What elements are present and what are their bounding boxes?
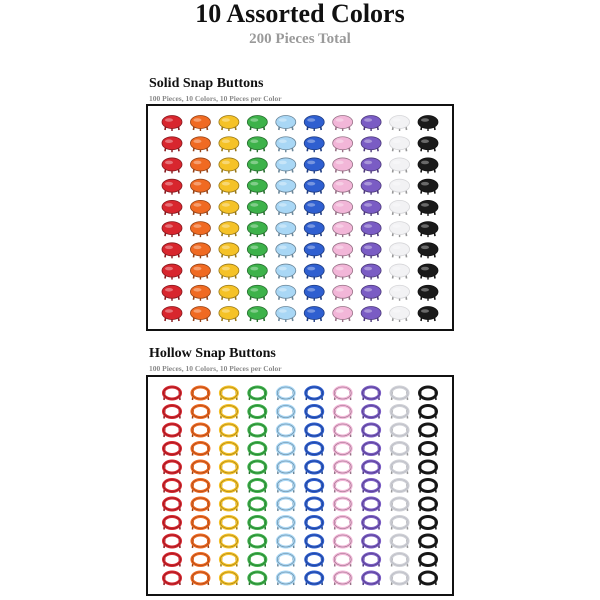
solid-buttons-grid — [148, 106, 452, 329]
snap-button — [420, 480, 437, 493]
snap-button — [306, 498, 323, 511]
snap-button — [334, 554, 351, 567]
snap-button — [363, 406, 380, 419]
snap-button — [247, 243, 267, 258]
snap-button — [334, 406, 351, 419]
snap-button — [418, 285, 438, 301]
snap-button — [390, 243, 410, 258]
snap-button — [391, 387, 408, 400]
page-subtitle: 200 Pieces Total — [249, 31, 351, 47]
hollow-section-caption: 100 Pieces, 10 Colors, 10 Pieces per Color — [149, 364, 282, 373]
snap-button — [361, 222, 381, 238]
snap-button — [333, 137, 353, 153]
snap-button — [334, 517, 351, 530]
snap-button — [391, 461, 408, 474]
snap-button — [276, 307, 296, 323]
snap-button — [219, 222, 239, 238]
snap-button — [304, 264, 324, 280]
snap-button — [420, 517, 437, 530]
snap-button — [306, 535, 323, 548]
snap-button — [418, 200, 438, 216]
snap-button — [192, 424, 209, 437]
snap-button — [277, 387, 294, 400]
snap-button — [219, 179, 239, 195]
snap-button — [277, 480, 294, 493]
snap-button — [249, 406, 266, 419]
snap-button — [306, 406, 323, 419]
snap-button — [363, 517, 380, 530]
snap-button — [277, 517, 294, 530]
snap-button — [192, 554, 209, 567]
snap-button — [247, 137, 267, 153]
snap-button — [192, 387, 209, 400]
snap-button — [162, 116, 182, 132]
snap-button — [391, 572, 408, 585]
snap-button — [276, 285, 296, 301]
snap-button — [391, 498, 408, 511]
snap-button — [391, 406, 408, 419]
snap-button — [249, 517, 266, 530]
snap-button — [306, 517, 323, 530]
snap-button — [220, 572, 237, 585]
snap-button — [162, 179, 182, 195]
snap-button — [249, 387, 266, 400]
snap-button — [276, 179, 296, 195]
snap-button — [249, 480, 266, 493]
snap-button — [333, 285, 353, 301]
snap-button — [190, 285, 210, 301]
snap-button — [361, 137, 381, 153]
snap-button — [334, 461, 351, 474]
snap-button — [418, 137, 438, 153]
snap-button — [418, 222, 438, 238]
snap-button — [164, 443, 181, 456]
snap-button — [249, 461, 266, 474]
snap-button — [420, 535, 437, 548]
snap-button — [306, 443, 323, 456]
snap-button — [192, 498, 209, 511]
snap-button — [247, 158, 267, 174]
snap-button — [304, 307, 324, 323]
snap-button — [361, 243, 381, 258]
snap-button — [333, 179, 353, 195]
snap-button — [418, 264, 438, 280]
snap-button — [192, 517, 209, 530]
snap-button — [418, 307, 438, 323]
snap-button — [363, 554, 380, 567]
snap-button — [220, 535, 237, 548]
snap-button — [162, 264, 182, 280]
snap-button — [420, 387, 437, 400]
snap-button — [334, 443, 351, 456]
snap-button — [390, 200, 410, 216]
snap-button — [390, 307, 410, 323]
snap-button — [276, 243, 296, 258]
snap-button — [390, 285, 410, 301]
snap-button — [190, 179, 210, 195]
snap-button — [304, 285, 324, 301]
snap-button — [247, 307, 267, 323]
snap-button — [219, 243, 239, 258]
snap-button — [304, 116, 324, 132]
snap-button — [361, 285, 381, 301]
snap-button — [162, 200, 182, 216]
snap-button — [333, 222, 353, 238]
snap-button — [247, 264, 267, 280]
hollow-buttons-panel — [146, 375, 454, 596]
snap-button — [363, 443, 380, 456]
snap-button — [276, 137, 296, 153]
snap-button — [333, 158, 353, 174]
snap-button — [192, 406, 209, 419]
snap-button — [390, 137, 410, 153]
snap-button — [162, 243, 182, 258]
snap-button — [190, 264, 210, 280]
snap-button — [390, 264, 410, 280]
snap-button — [306, 424, 323, 437]
snap-button — [333, 307, 353, 323]
snap-button — [304, 137, 324, 153]
snap-button — [247, 179, 267, 195]
snap-button — [247, 222, 267, 238]
snap-button — [420, 554, 437, 567]
snap-button — [306, 572, 323, 585]
snap-button — [220, 387, 237, 400]
snap-button — [276, 158, 296, 174]
snap-button — [247, 116, 267, 132]
snap-button — [420, 461, 437, 474]
snap-button — [361, 200, 381, 216]
snap-button — [220, 461, 237, 474]
snap-button — [304, 179, 324, 195]
snap-button — [333, 264, 353, 280]
snap-button — [164, 572, 181, 585]
snap-button — [420, 498, 437, 511]
snap-button — [164, 517, 181, 530]
snap-button — [363, 535, 380, 548]
snap-button — [420, 424, 437, 437]
snap-button — [420, 443, 437, 456]
solid-section-caption: 100 Pieces, 10 Colors, 10 Pieces per Color — [149, 94, 282, 103]
snap-button — [219, 285, 239, 301]
snap-button — [162, 137, 182, 153]
snap-button — [361, 179, 381, 195]
hollow-section-heading: Hollow Snap Buttons — [149, 346, 276, 361]
snap-button — [219, 158, 239, 174]
snap-button — [277, 498, 294, 511]
snap-button — [219, 200, 239, 216]
snap-button — [249, 424, 266, 437]
snap-button — [334, 535, 351, 548]
snap-button — [420, 406, 437, 419]
snap-button — [220, 517, 237, 530]
snap-button — [418, 179, 438, 195]
snap-button — [190, 116, 210, 132]
snap-button — [249, 498, 266, 511]
snap-button — [363, 480, 380, 493]
snap-button — [220, 443, 237, 456]
snap-button — [304, 200, 324, 216]
snap-button — [219, 116, 239, 132]
snap-button — [277, 443, 294, 456]
snap-button — [277, 554, 294, 567]
snap-button — [418, 116, 438, 132]
snap-button — [418, 243, 438, 258]
snap-button — [164, 554, 181, 567]
snap-button — [219, 264, 239, 280]
solid-buttons-panel — [146, 104, 454, 331]
snap-button — [361, 116, 381, 132]
snap-button — [391, 535, 408, 548]
snap-button — [190, 158, 210, 174]
snap-button — [304, 243, 324, 258]
snap-button — [277, 424, 294, 437]
snap-button — [391, 517, 408, 530]
snap-button — [164, 387, 181, 400]
snap-button — [277, 406, 294, 419]
snap-button — [390, 222, 410, 238]
snap-button — [190, 243, 210, 258]
snap-button — [190, 222, 210, 238]
snap-button — [219, 137, 239, 153]
snap-button — [361, 264, 381, 280]
snap-button — [390, 179, 410, 195]
snap-button — [162, 158, 182, 174]
snap-button — [164, 480, 181, 493]
snap-button — [333, 116, 353, 132]
snap-button — [418, 158, 438, 174]
snap-button — [363, 572, 380, 585]
snap-button — [304, 158, 324, 174]
snap-button — [164, 498, 181, 511]
snap-button — [247, 200, 267, 216]
snap-button — [190, 200, 210, 216]
snap-button — [162, 285, 182, 301]
snap-button — [306, 480, 323, 493]
snap-button — [306, 554, 323, 567]
snap-button — [164, 535, 181, 548]
solid-section-heading: Solid Snap Buttons — [149, 76, 264, 91]
snap-button — [306, 387, 323, 400]
snap-button — [306, 461, 323, 474]
snap-button — [334, 498, 351, 511]
snap-button — [247, 285, 267, 301]
snap-button — [192, 535, 209, 548]
snap-button — [390, 116, 410, 132]
snap-button — [164, 424, 181, 437]
snap-button — [162, 307, 182, 323]
snap-button — [334, 480, 351, 493]
snap-button — [276, 222, 296, 238]
snap-button — [220, 498, 237, 511]
snap-button — [249, 572, 266, 585]
snap-button — [162, 222, 182, 238]
hollow-buttons-grid — [148, 377, 452, 594]
snap-button — [277, 572, 294, 585]
snap-button — [220, 554, 237, 567]
snap-button — [249, 535, 266, 548]
snap-button — [276, 116, 296, 132]
snap-button — [192, 461, 209, 474]
snap-button — [390, 158, 410, 174]
snap-button — [334, 424, 351, 437]
snap-button — [391, 554, 408, 567]
snap-button — [391, 443, 408, 456]
snap-button — [192, 572, 209, 585]
snap-button — [219, 307, 239, 323]
snap-button — [249, 554, 266, 567]
snap-button — [190, 307, 210, 323]
snap-button — [276, 200, 296, 216]
snap-button — [333, 200, 353, 216]
snap-button — [391, 480, 408, 493]
snap-button — [277, 461, 294, 474]
snap-button — [220, 406, 237, 419]
snap-button — [361, 307, 381, 323]
snap-button — [361, 158, 381, 174]
snap-button — [334, 572, 351, 585]
page-title: 10 Assorted Colors — [195, 0, 405, 28]
snap-button — [304, 222, 324, 238]
snap-button — [391, 424, 408, 437]
snap-button — [220, 480, 237, 493]
snap-button — [192, 480, 209, 493]
snap-button — [363, 424, 380, 437]
snap-button — [420, 572, 437, 585]
snap-button — [363, 387, 380, 400]
snap-button — [220, 424, 237, 437]
snap-button — [363, 461, 380, 474]
snap-button — [190, 137, 210, 153]
snap-button — [276, 264, 296, 280]
snap-button — [277, 535, 294, 548]
snap-button — [333, 243, 353, 258]
snap-button — [363, 498, 380, 511]
snap-button — [334, 387, 351, 400]
snap-button — [192, 443, 209, 456]
snap-button — [164, 406, 181, 419]
snap-button — [249, 443, 266, 456]
snap-button — [164, 461, 181, 474]
